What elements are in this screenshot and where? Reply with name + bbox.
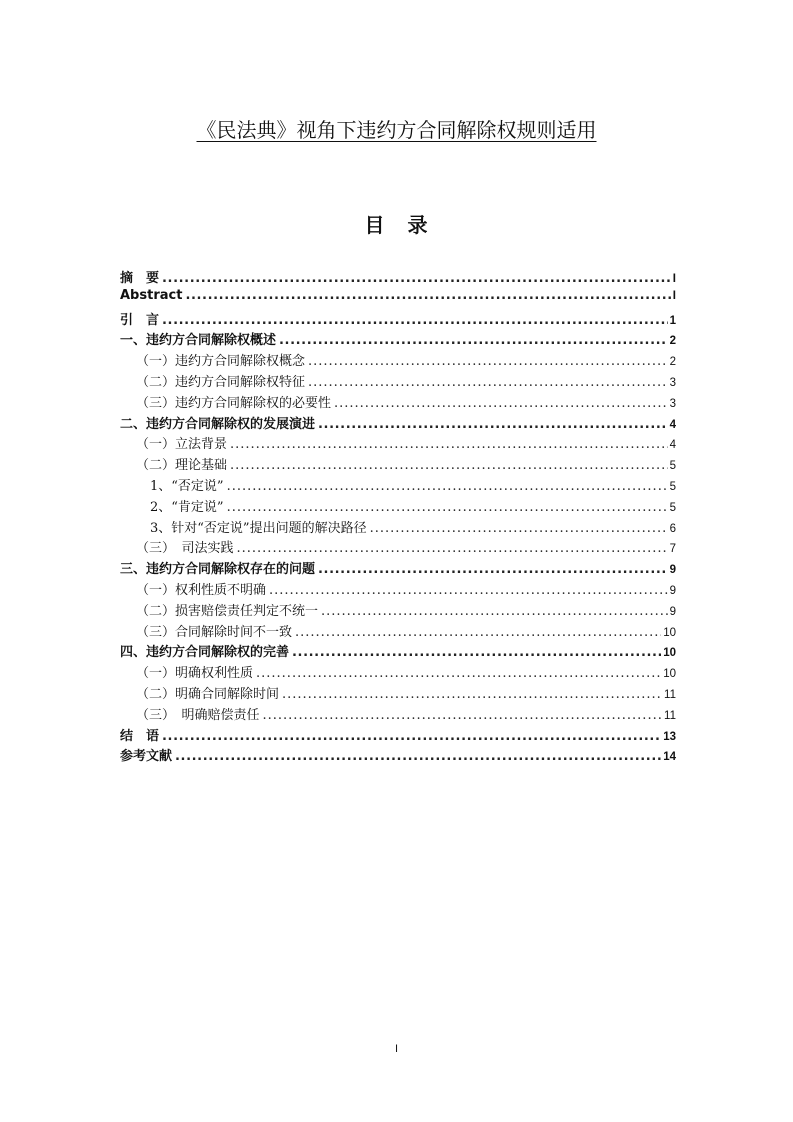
toc-entry-page-number: 5	[669, 480, 676, 493]
toc-entry-page-number: 3	[669, 376, 676, 389]
toc-dot-leader	[308, 375, 668, 390]
toc-entry-label: （三）合同解除时间不一致	[136, 624, 293, 640]
toc-dot-leader	[334, 396, 668, 411]
toc-dot-leader	[292, 645, 661, 660]
toc-entry-label: （三） 司法实践	[136, 541, 234, 557]
toc-entry-label: （三） 明确赔偿责任	[136, 707, 260, 723]
toc-dot-leader	[318, 417, 668, 432]
toc-dot-leader	[295, 625, 661, 640]
toc-entry-label: 摘 要	[120, 271, 160, 286]
toc-entry-page-number: 9	[669, 564, 676, 577]
toc-entry[interactable]	[120, 371, 676, 392]
toc-entry-label: （一）违约方合同解除权概念	[136, 354, 306, 370]
toc-dot-leader	[237, 541, 668, 556]
toc-entry-page-number: 4	[669, 439, 676, 452]
toc-dot-leader	[227, 479, 668, 494]
toc-entry[interactable]	[120, 288, 676, 309]
toc-dot-leader	[282, 687, 662, 702]
toc-entry-label: （二）明确合同解除时间	[136, 686, 280, 702]
toc-entry[interactable]	[120, 413, 676, 434]
document-title	[0, 116, 793, 144]
toc-entry-label: （二）理论基础	[136, 458, 228, 474]
toc-entry-label: 一、违约方合同解除权概述	[120, 333, 277, 349]
toc-entry-page-number: 6	[669, 522, 676, 535]
document-title-text: 《民法典》视角下违约方合同解除权规则适用	[196, 118, 597, 142]
toc-dot-leader	[162, 271, 671, 286]
toc-heading	[0, 211, 793, 239]
toc-entry-page-number: I	[672, 273, 676, 285]
toc-entry-page-number: 11	[664, 709, 676, 722]
toc-entry[interactable]	[120, 579, 676, 600]
toc-entry[interactable]	[120, 267, 676, 288]
toc-entry[interactable]	[120, 621, 676, 642]
toc-entry-label: 参考文献	[120, 749, 173, 765]
toc-dot-leader	[308, 354, 668, 369]
toc-dot-leader	[269, 583, 668, 598]
toc-entry[interactable]	[120, 704, 676, 725]
toc-entry[interactable]	[120, 309, 676, 330]
toc-entry[interactable]	[120, 475, 676, 496]
toc-entry-page-number: 13	[663, 730, 676, 743]
toc-entry-page-number: 2	[669, 335, 676, 348]
toc-heading-left: 目	[364, 213, 386, 237]
toc-dot-leader	[162, 313, 668, 328]
toc-entry-label: （三）违约方合同解除权的必要性	[136, 395, 332, 411]
toc-entry-page-number: 3	[669, 397, 676, 410]
toc-entry-label: （一）明确权利性质	[136, 666, 254, 682]
toc-entry-page-number: 11	[664, 688, 676, 701]
toc-entry-label: （二）损害赔偿责任判定不统一	[136, 603, 319, 619]
toc-dot-leader	[256, 666, 661, 681]
toc-entry-label: 引 言	[120, 312, 160, 328]
toc-entry[interactable]	[120, 433, 676, 454]
toc-entry-page-number: 9	[669, 584, 676, 597]
toc-entry-page-number: 9	[669, 605, 676, 618]
toc-entry-label: （一）权利性质不明确	[136, 582, 267, 598]
toc-entry[interactable]	[120, 662, 676, 683]
toc-entry-page-number: 14	[663, 751, 676, 764]
toc-dot-leader	[230, 437, 668, 452]
toc-dot-leader	[162, 729, 661, 744]
toc-entry[interactable]	[120, 496, 676, 517]
toc-dot-leader	[230, 458, 668, 473]
toc-entry[interactable]	[120, 600, 676, 621]
page-number: I	[394, 1043, 399, 1055]
toc-entry[interactable]	[120, 745, 676, 766]
toc-entry-page-number: 10	[663, 626, 676, 639]
toc-entry-page-number: 5	[669, 501, 676, 514]
toc-entry-page-number: I	[672, 289, 676, 302]
toc-entry-page-number: 2	[669, 356, 676, 369]
toc-entry[interactable]	[120, 683, 676, 704]
toc-entry-label: 3、针对“否定说”提出问题的解决路径	[150, 520, 367, 536]
toc-entry-page-number: 1	[669, 314, 676, 327]
toc-entry[interactable]	[120, 537, 676, 558]
toc-entry[interactable]	[120, 350, 676, 371]
toc-entry-label: Abstract	[120, 287, 183, 303]
toc-entry[interactable]	[120, 454, 676, 475]
toc-dot-leader	[321, 604, 668, 619]
toc-entry-page-number: 10	[663, 668, 676, 681]
toc-dot-leader	[227, 500, 668, 515]
toc-dot-leader	[175, 749, 661, 764]
toc-entry[interactable]	[120, 392, 676, 413]
toc-entry[interactable]	[120, 329, 676, 350]
table-of-contents	[120, 267, 676, 766]
toc-entry[interactable]	[120, 725, 676, 746]
toc-entry-label: 四、违约方合同解除权的完善	[120, 645, 290, 661]
toc-heading-right: 录	[407, 213, 429, 237]
toc-dot-leader	[263, 708, 663, 723]
toc-entry-label: 结 语	[120, 728, 160, 744]
toc-dot-leader	[279, 333, 668, 348]
toc-entry-page-number: 10	[663, 647, 676, 660]
toc-entry-page-number: 4	[669, 418, 676, 431]
toc-entry[interactable]	[120, 641, 676, 662]
toc-entry-label: 三、违约方合同解除权存在的问题	[120, 562, 316, 578]
toc-entry-label: 二、违约方合同解除权的发展演进	[120, 416, 316, 432]
toc-entry-label: （二）违约方合同解除权特征	[136, 374, 306, 390]
toc-entry-label: （一）立法背景	[136, 437, 228, 453]
toc-dot-leader	[318, 562, 668, 577]
toc-entry[interactable]	[120, 517, 676, 538]
toc-dot-leader	[185, 288, 670, 303]
toc-entry-label: 2、“肯定说”	[150, 499, 224, 515]
toc-entry-page-number: 7	[669, 543, 676, 556]
toc-entry-label: 1、“否定说”	[150, 478, 224, 494]
toc-dot-leader	[370, 521, 668, 536]
toc-entry-page-number: 5	[669, 460, 676, 473]
toc-entry[interactable]	[120, 558, 676, 579]
